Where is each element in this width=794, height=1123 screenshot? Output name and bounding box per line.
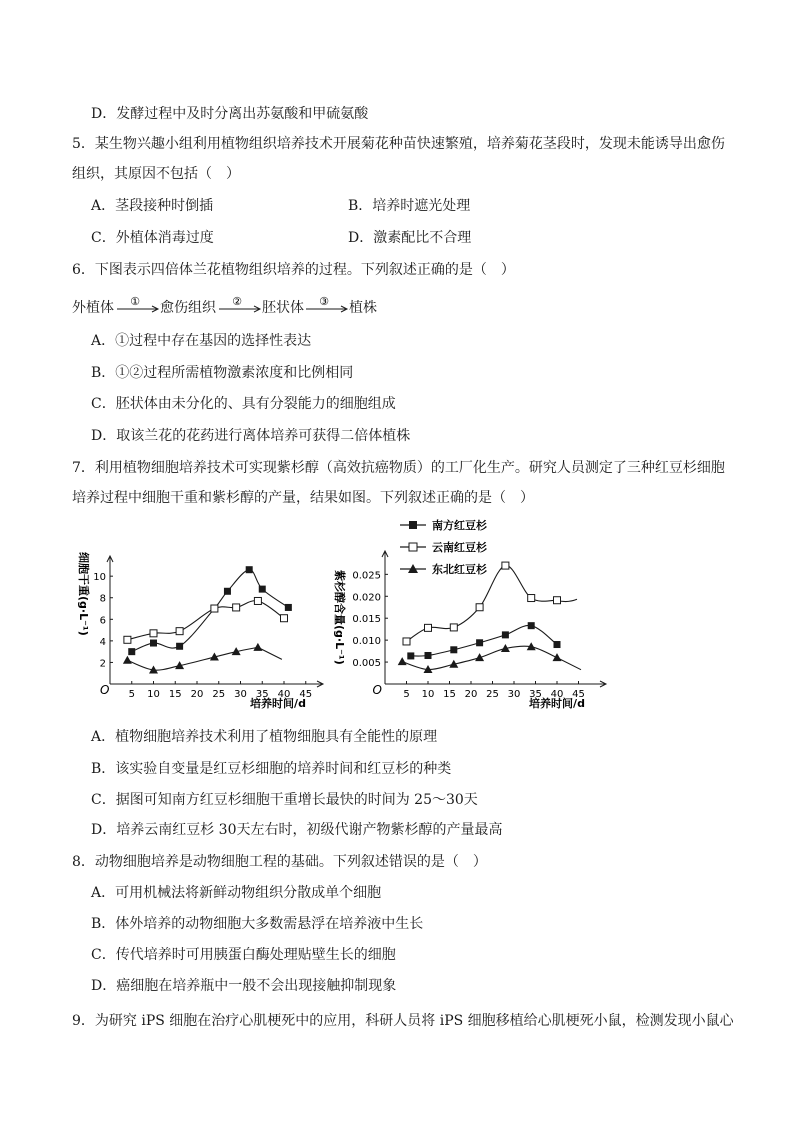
- legend-label-yunnan: 云南红豆杉: [432, 541, 487, 554]
- q5-stem-line2: 组织，其原因不包括（ ）: [72, 166, 240, 182]
- flow-step-explant: 外植体: [72, 300, 114, 316]
- c1-y-tick-label: 10: [93, 572, 106, 584]
- data-point-square-open: [124, 636, 131, 643]
- q8-option-a: A．可用机械法将新鲜动物组织分散成单个细胞: [91, 885, 382, 901]
- c1-y-tick-label: 4: [99, 636, 106, 648]
- data-point-square-filled: [407, 652, 414, 659]
- data-point-square-open: [528, 595, 535, 602]
- data-point-square-open: [150, 630, 157, 637]
- c2-y-tick-label: 0.025: [352, 570, 381, 582]
- data-point-square-open: [211, 605, 218, 612]
- flow-step-embryoid: 胚状体: [262, 300, 304, 316]
- c2-x-tick-label: 5: [403, 689, 410, 700]
- c1-origin: O: [100, 683, 110, 697]
- c2-origin: O: [372, 683, 382, 697]
- c2-x-tick-label: 45: [572, 689, 585, 700]
- data-point-square-filled: [285, 604, 292, 611]
- flow-step-callus: 愈伤组织: [160, 300, 216, 316]
- data-point-square-open: [450, 624, 457, 631]
- data-point-square-filled: [502, 631, 509, 638]
- data-point-square-filled: [176, 643, 183, 650]
- data-point-square-filled: [224, 588, 231, 595]
- series-line-0: [411, 625, 557, 656]
- q7-option-b: B．该实验自变量是红豆杉细胞的培养时间和红豆杉的种类: [91, 761, 452, 777]
- c2-x-label: 培养时间/d: [529, 697, 585, 710]
- legend: [400, 518, 488, 576]
- data-point-square-open: [403, 638, 410, 645]
- c1-x-tick-label: 25: [212, 689, 226, 700]
- q7-option-d: D．培养云南红豆杉 30天左右时，初级代谢产物紫杉醇的产量最高: [91, 822, 503, 838]
- q6-option-a: A．①过程中存在基因的选择性表达: [91, 333, 312, 349]
- c1-y-tick-label: 6: [99, 615, 106, 627]
- data-point-square-open: [425, 624, 432, 631]
- data-point-square-open: [176, 628, 183, 635]
- q7-stem-line2: 培养过程中细胞干重和紫杉醇的产量，结果如图。下列叙述正确的是（ ）: [72, 490, 534, 506]
- q4-option-d: D．发酵过程中及时分离出苏氨酸和甲硫氨酸: [91, 106, 369, 122]
- q5-stem-line1: 5．某生物兴趣小组利用植物组织培养技术开展菊花种苗快速繁殖，培养菊花茎段时，发现未能诱导出愈伤: [72, 136, 725, 152]
- c2-y-tick-label: 0.010: [352, 636, 381, 648]
- c2-x-tick-label: 35: [529, 689, 542, 700]
- c1-y-tick-label: 2: [99, 658, 106, 670]
- c1-x-tick-label: 5: [128, 689, 135, 700]
- c2-x-tick-label: 20: [464, 689, 478, 700]
- q9-stem: 9．为研究 iPS 细胞在治疗心肌梗死中的应用，科研人员将 iPS 细胞移植给心肌梗死小鼠，检测发现小鼠心: [72, 1013, 734, 1029]
- q8-stem: 8．动物细胞培养是动物细胞工程的基础。下列叙述错误的是（ ）: [72, 854, 487, 870]
- q8-option-b: B．体外培养的动物细胞大多数需悬浮在培养液中生长: [91, 916, 424, 932]
- c2-x-tick-label: 30: [507, 689, 521, 700]
- q7-option-c: C．据图可知南方红豆杉细胞干重增长最快的时间为 25～30天: [91, 792, 478, 808]
- flow-arrow-label-3: ③: [319, 295, 329, 308]
- q6-stem: 6．下图表示四倍体兰花植物组织培养的过程。下列叙述正确的是（ ）: [72, 262, 515, 278]
- c1-x-tick-label: 20: [190, 689, 204, 700]
- dry-weight-chart: [77, 552, 323, 710]
- taxol-content-chart: [333, 518, 606, 710]
- legend-item-dongbei: [400, 562, 488, 576]
- c1-y-label: 细胞干重(g·L⁻¹): [77, 552, 90, 636]
- series-line-1: [407, 566, 578, 642]
- data-point-square-filled: [554, 641, 561, 648]
- c2-y-label: 紫杉醇含量(g·L⁻¹): [333, 570, 346, 665]
- data-point-triangle: [123, 656, 132, 664]
- flow-step-plant: 植株: [349, 300, 377, 316]
- flow-arrow-label-1: ①: [130, 295, 140, 308]
- legend-label-dongbei: 东北红豆杉: [432, 563, 487, 576]
- data-point-triangle: [398, 657, 407, 665]
- c1-y-tick-label: 8: [99, 593, 106, 605]
- q5-option-c: C．外植体消毒过度: [91, 230, 214, 246]
- data-point-square-filled: [128, 648, 135, 655]
- c2-y-tick-label: 0.020: [352, 592, 381, 604]
- data-point-square-open: [254, 597, 261, 604]
- legend-label-nanfang: 南方红豆杉: [432, 519, 487, 532]
- q5-option-b: B．培养时遮光处理: [348, 198, 471, 214]
- q7-stem-line1: 7．利用植物细胞培养技术可实现紫杉醇（高效抗癌物质）的工厂化生产。研究人员测定了三种红豆杉细胞: [72, 460, 725, 476]
- flow-arrow-2: [218, 295, 262, 317]
- c1-x-tick-label: 40: [277, 689, 291, 700]
- data-point-square-filled: [528, 622, 535, 629]
- c2-y-tick-label: 0.015: [352, 614, 381, 626]
- q6-option-c: C．胚状体由未分化的、具有分裂能力的细胞组成: [91, 396, 396, 412]
- data-point-square-filled: [476, 639, 483, 646]
- q6-option-b: B．①②过程所需植物激素浓度和比例相同: [91, 365, 354, 381]
- data-point-square-open: [233, 604, 240, 611]
- c2-x-tick-label: 40: [550, 689, 564, 700]
- flow-arrow-label-2: ②: [232, 295, 242, 308]
- c1-x-tick-label: 15: [168, 689, 182, 700]
- q8-option-c: C．传代培养时可用胰蛋白酶处理贴壁生长的细胞: [91, 947, 396, 963]
- q8-option-d: D．癌细胞在培养瓶中一般不会出现接触抑制现象: [91, 978, 397, 994]
- flow-arrow-1: [116, 295, 160, 317]
- c1-x-tick-label: 35: [255, 689, 269, 700]
- c2-x-tick-label: 25: [486, 689, 499, 700]
- c2-x-tick-label: 15: [443, 689, 456, 700]
- legend-item-nanfang: [400, 518, 488, 532]
- data-point-square-filled: [259, 586, 266, 593]
- data-point-square-filled: [150, 640, 157, 647]
- data-point-square-open: [554, 597, 561, 604]
- q7-option-a: A．植物细胞培养技术利用了植物细胞具有全能性的原理: [91, 729, 438, 745]
- data-point-square-filled: [450, 646, 457, 653]
- data-point-square-open: [476, 604, 483, 611]
- q5-option-a: A．茎段接种时倒插: [91, 198, 214, 214]
- flow-arrow-3: [305, 295, 349, 317]
- q7-figure: [60, 512, 660, 717]
- legend-item-yunnan: [400, 540, 488, 554]
- c1-x-tick-label: 30: [234, 689, 247, 700]
- c2-y-tick-label: 0.005: [352, 658, 381, 670]
- q6-option-d: D．取该兰花的花药进行离体培养可获得二倍体植株: [91, 428, 411, 444]
- data-point-square-open: [281, 615, 288, 622]
- data-point-square-filled: [246, 566, 253, 573]
- data-point-triangle: [553, 653, 562, 661]
- data-point-square-open: [502, 562, 509, 569]
- c1-x-label: 培养时间/d: [250, 697, 306, 710]
- data-point-triangle: [253, 643, 262, 651]
- c2-x-tick-label: 10: [421, 689, 435, 700]
- c1-x-tick-label: 10: [147, 689, 160, 700]
- c1-x-tick-label: 45: [299, 689, 313, 700]
- data-point-square-filled: [425, 652, 432, 659]
- q5-option-d: D．激素配比不合理: [348, 230, 472, 246]
